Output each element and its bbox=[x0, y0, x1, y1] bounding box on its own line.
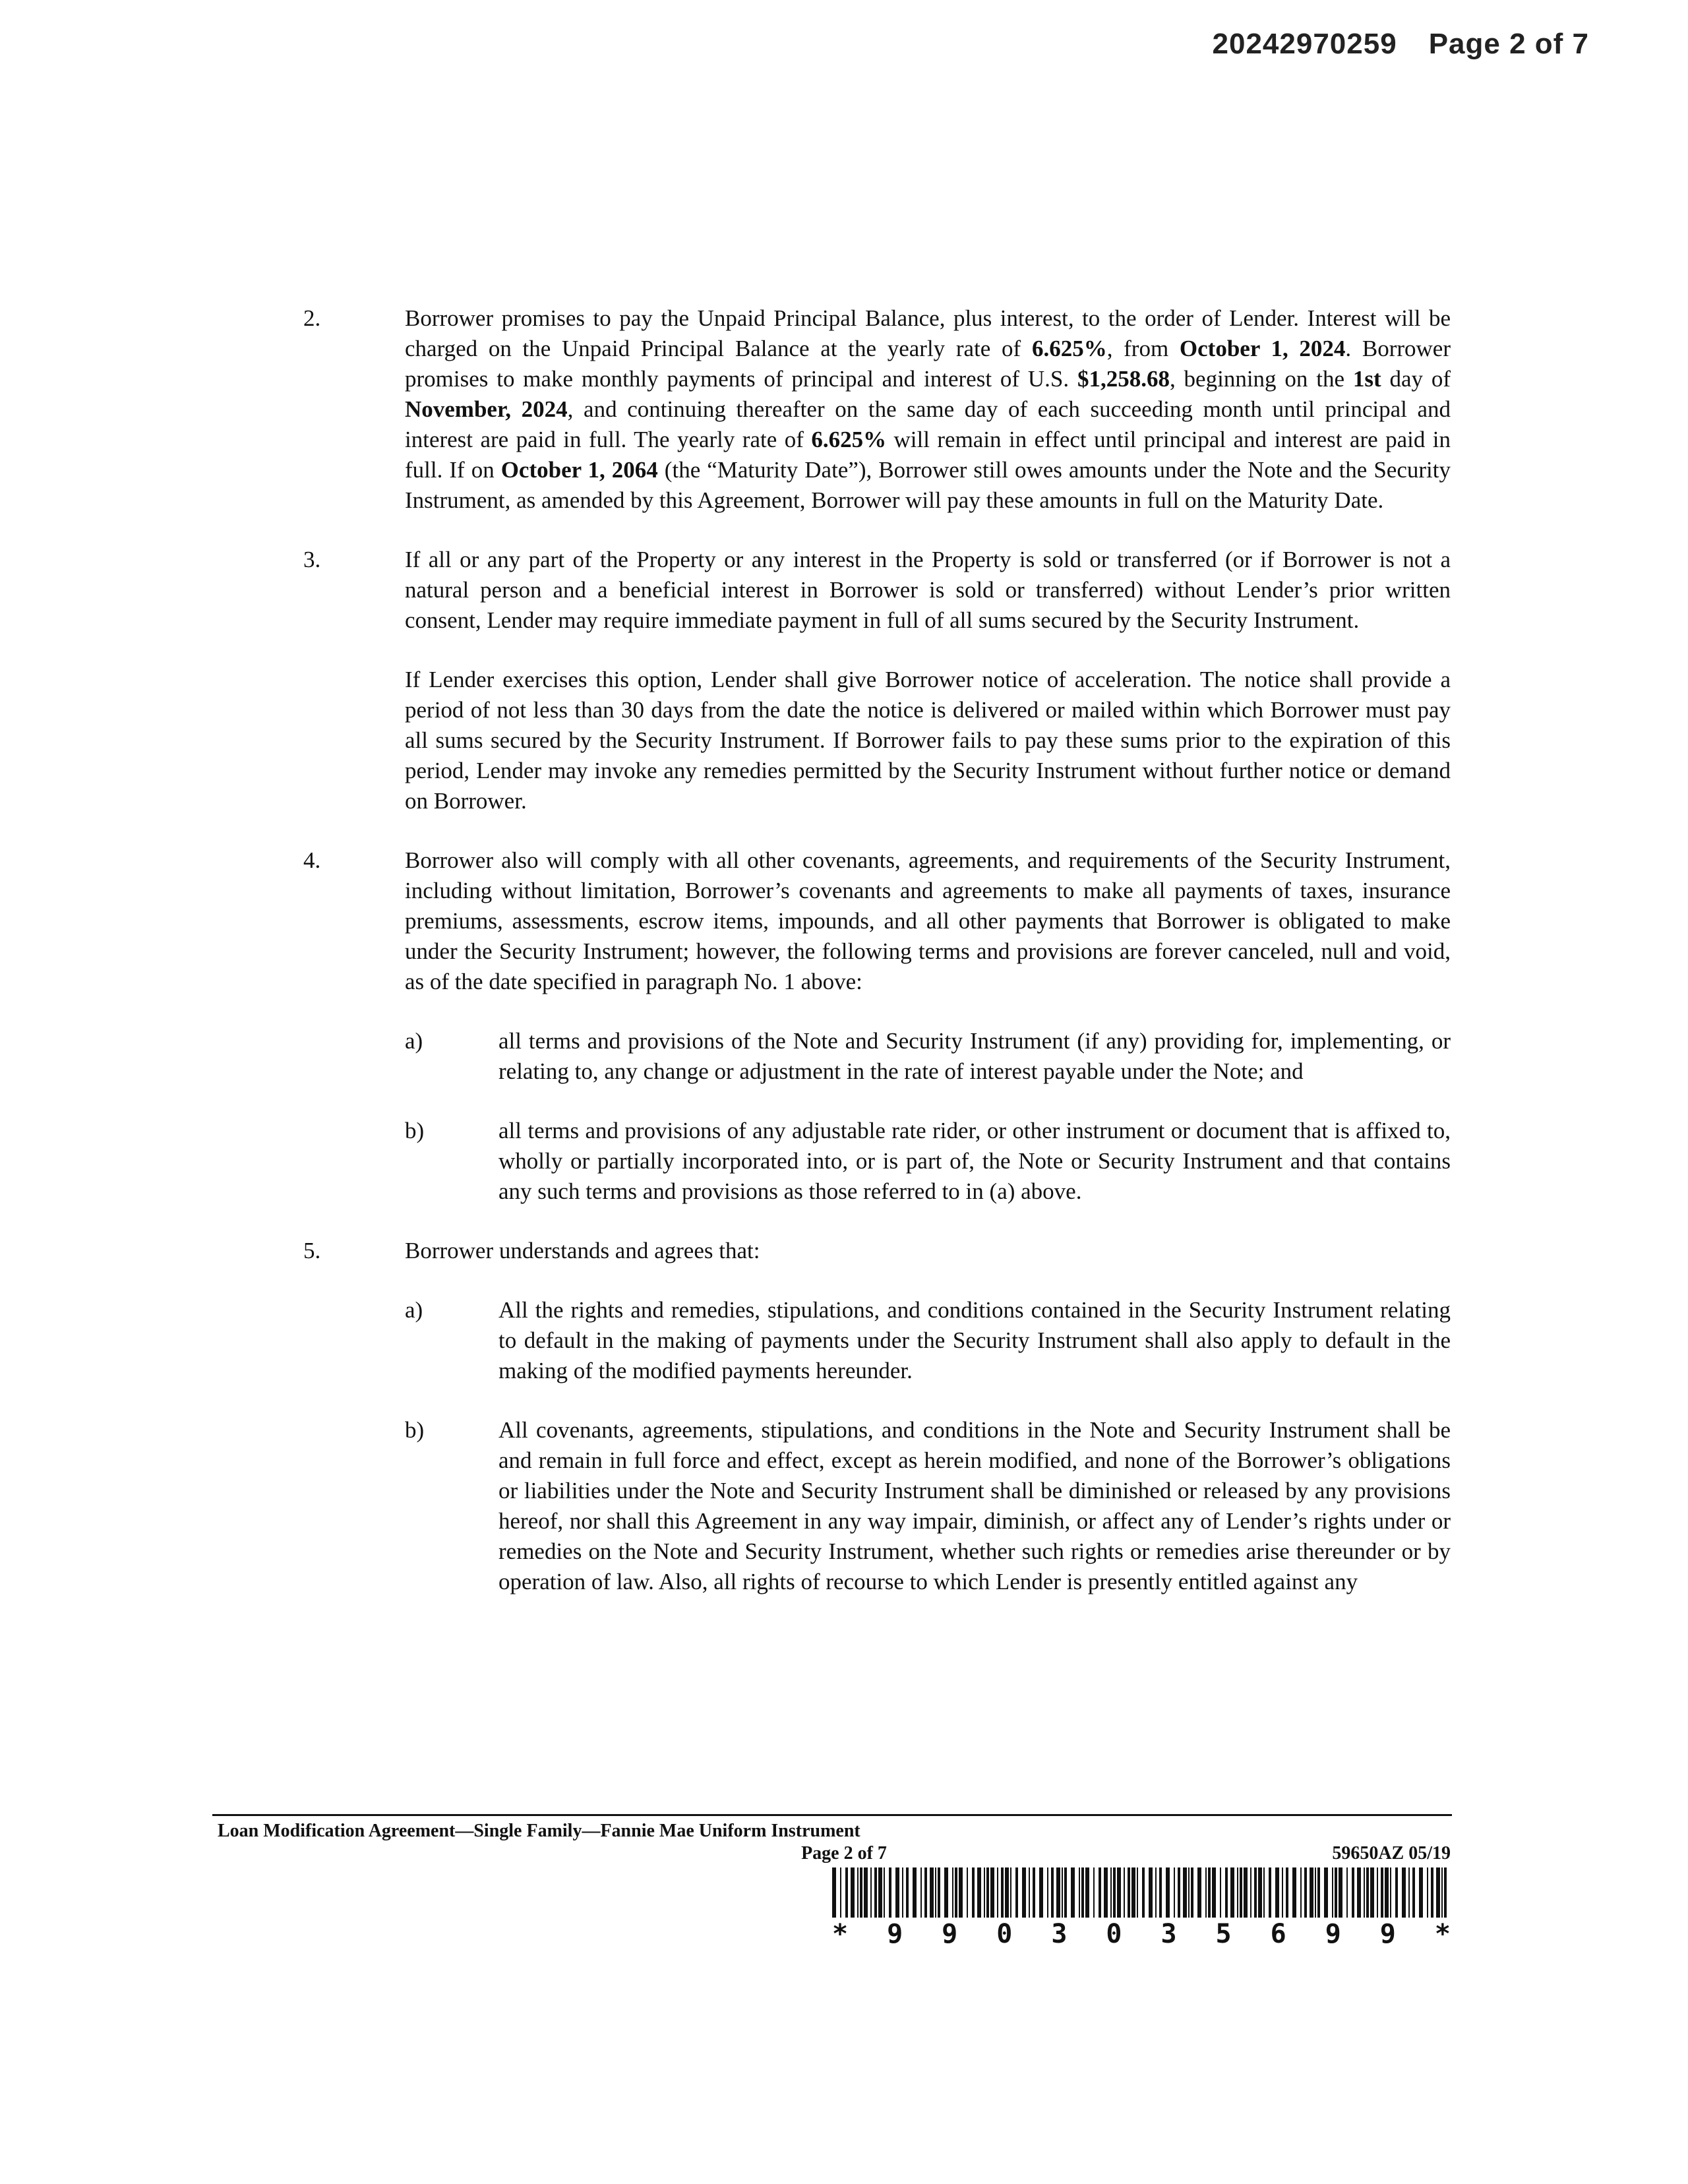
barcode-bar bbox=[1254, 1867, 1257, 1918]
barcode-bar bbox=[1079, 1867, 1080, 1918]
barcode-bar bbox=[1364, 1867, 1365, 1918]
barcode-bar bbox=[972, 1867, 975, 1918]
barcode-bar bbox=[840, 1867, 841, 1918]
barcode-bar bbox=[851, 1867, 855, 1918]
barcode-bar bbox=[920, 1867, 922, 1918]
barcode-bar bbox=[1244, 1867, 1248, 1918]
barcode-bar bbox=[1220, 1867, 1221, 1918]
barcode-bar bbox=[1366, 1867, 1369, 1918]
barcode-bar bbox=[1346, 1867, 1348, 1918]
barcode-bar bbox=[938, 1867, 940, 1918]
barcode-bar bbox=[1174, 1867, 1175, 1918]
barcode-bar bbox=[955, 1867, 957, 1918]
barcode-bar bbox=[1191, 1867, 1193, 1918]
text-run: , beginning on the bbox=[1169, 366, 1353, 392]
subparagraph-a bbox=[405, 1026, 1451, 1087]
bold-term: November, 2024 bbox=[405, 396, 568, 422]
barcode-bar bbox=[1113, 1867, 1116, 1918]
paragraph-number: 3. bbox=[303, 547, 321, 572]
barcode-bar bbox=[1205, 1867, 1207, 1918]
barcode-bar bbox=[1370, 1867, 1374, 1918]
barcode-char: 0 bbox=[996, 1919, 1013, 1949]
subparagraph-text: All covenants, agreements, stipulations, and conditions in the Note and Security Instrument shall be and remain in full force and effect, except as herein modified, and none of the Borrower’s obligations or liabilities under the Note and Security Instrument shall be diminished or released by any provisions hereof, nor shall this Agreement in any way impair, diminish, or affect any of Lender’s rights under or remedies on the Note and Security Instrument, whether such rights or remedies arise thereunder or by operation of law. Also, all rights of recourse to which Lender is presently entitled against any bbox=[498, 1417, 1451, 1594]
barcode-char: 9 bbox=[887, 1919, 903, 1949]
barcode-bar bbox=[1033, 1867, 1035, 1918]
barcode-bar bbox=[874, 1867, 877, 1918]
barcode-char: * bbox=[1434, 1919, 1451, 1949]
barcode-bar bbox=[1093, 1867, 1095, 1918]
barcode-bar bbox=[1385, 1867, 1389, 1918]
barcode-bar bbox=[1381, 1867, 1383, 1918]
barcode-bar bbox=[935, 1867, 936, 1918]
barcode-bar bbox=[902, 1867, 903, 1918]
barcode-bar bbox=[1402, 1867, 1406, 1918]
barcode-char: * bbox=[832, 1919, 849, 1949]
paragraph-text: If all or any part of the Property or any interest in the Property is sold or transferred (or if Borrower is not a natural person and a beneficial interest in Borrower is sold or transferred) without Lender’s prior written consent, Lender may require immediate payment in full of all sums secured by the Security Instrument. bbox=[405, 547, 1451, 633]
barcode-bar bbox=[1064, 1867, 1067, 1918]
barcode-bar bbox=[1117, 1867, 1121, 1918]
paragraph-number: 4. bbox=[303, 847, 321, 873]
footer-page-number: Page 2 of 7 bbox=[801, 1843, 887, 1864]
barcode-bar bbox=[1197, 1867, 1201, 1918]
barcode-bar bbox=[1427, 1867, 1428, 1918]
barcode-bar bbox=[977, 1867, 981, 1918]
barcode-bar bbox=[1051, 1867, 1054, 1918]
paragraph-3 bbox=[303, 545, 1451, 816]
barcode-bar bbox=[1225, 1867, 1228, 1918]
paragraph-text bbox=[405, 303, 1451, 516]
barcode-bar bbox=[1022, 1867, 1026, 1918]
barcode-bar bbox=[1292, 1867, 1296, 1918]
barcode-char: 9 bbox=[1325, 1919, 1341, 1949]
subparagraph-label: a) bbox=[405, 1028, 423, 1054]
barcode-bar bbox=[1419, 1867, 1423, 1918]
barcode-bar bbox=[967, 1867, 968, 1918]
barcode-bar bbox=[990, 1867, 994, 1918]
barcode-bar bbox=[889, 1867, 891, 1918]
barcode-bar bbox=[997, 1867, 998, 1918]
barcode-bar bbox=[1149, 1867, 1153, 1918]
barcode-bar bbox=[1212, 1867, 1216, 1918]
barcode-bar bbox=[1183, 1867, 1187, 1918]
barcode-bar bbox=[1237, 1867, 1238, 1918]
barcode-bar bbox=[1001, 1867, 1004, 1918]
subparagraph-label: b) bbox=[405, 1118, 425, 1143]
bold-term: 1st bbox=[1352, 366, 1381, 392]
barcode-bar bbox=[1128, 1867, 1130, 1918]
subparagraph-text: all terms and provisions of the Note and Security Instrument (if any) providing for, implementing, or relating to, any change or adjustment in the rate of interest payable under the Note; and bbox=[498, 1028, 1451, 1084]
barcode-bar bbox=[1110, 1867, 1112, 1918]
subparagraph-label: a) bbox=[405, 1297, 423, 1323]
barcode-bar bbox=[1188, 1867, 1190, 1918]
barcode-bar bbox=[845, 1867, 848, 1918]
barcode-bar bbox=[1408, 1867, 1410, 1918]
barcode-bar bbox=[1062, 1867, 1063, 1918]
bold-term: 6.625% bbox=[1031, 336, 1107, 361]
barcode-bar bbox=[1029, 1867, 1030, 1918]
barcode-bar bbox=[1441, 1867, 1443, 1918]
text-run: , and continuing thereafter on the same day of each succeeding month until principal and interest are paid in full. The yearly rate of bbox=[405, 396, 1451, 452]
barcode-char: 9 bbox=[1379, 1919, 1396, 1949]
barcode-bar bbox=[1377, 1867, 1378, 1918]
barcode-bar bbox=[1339, 1867, 1342, 1918]
barcode-bar bbox=[906, 1867, 909, 1918]
barcode-bar bbox=[1099, 1867, 1101, 1918]
paragraph-2 bbox=[303, 303, 1451, 516]
barcode-bar bbox=[1310, 1867, 1313, 1918]
barcode-bar bbox=[1395, 1867, 1398, 1918]
barcode-bar bbox=[1071, 1867, 1075, 1918]
barcode-bar bbox=[1332, 1867, 1333, 1918]
bold-term: 6.625% bbox=[811, 427, 887, 452]
subparagraph-text: All the rights and remedies, stipulations, and conditions contained in the Security Instrument relating to default in the making of payments under the Security Instrument shall also apply to default in the making of the modified payments hereunder. bbox=[498, 1297, 1451, 1383]
barcode-bar bbox=[1047, 1867, 1048, 1918]
barcode-bar bbox=[1085, 1867, 1089, 1918]
barcode-bar bbox=[1056, 1867, 1060, 1918]
barcode-bar bbox=[1081, 1867, 1084, 1918]
barcode-bar bbox=[1015, 1867, 1018, 1918]
barcode-bar bbox=[930, 1867, 934, 1918]
barcode-bar bbox=[1352, 1867, 1354, 1918]
subparagraph-label: b) bbox=[405, 1417, 425, 1443]
barcode-bar bbox=[1390, 1867, 1391, 1918]
barcode-bar bbox=[952, 1867, 953, 1918]
barcode-bar bbox=[1230, 1867, 1234, 1918]
barcode-char: 5 bbox=[1215, 1919, 1232, 1949]
barcode-bar bbox=[984, 1867, 985, 1918]
page-indicator: Page 2 of 7 bbox=[1428, 28, 1589, 60]
subparagraph-b bbox=[405, 1415, 1451, 1597]
barcode-char: 6 bbox=[1270, 1919, 1286, 1949]
barcode-bar bbox=[1137, 1867, 1138, 1918]
barcode-bar bbox=[1269, 1867, 1271, 1918]
barcode-bar bbox=[832, 1867, 836, 1918]
barcode-bar bbox=[1300, 1867, 1302, 1918]
barcode-bar bbox=[1357, 1867, 1361, 1918]
text-run: (the “Maturity Date”), Borrower still owes amounts under the Note and the Security Instrument, as amended by this Agreement, Borrower will pay these amounts in full on the Maturity Date. bbox=[405, 457, 1451, 513]
paragraph-5 bbox=[303, 1236, 1451, 1597]
barcode-bar bbox=[1315, 1867, 1316, 1918]
barcode-bar bbox=[1124, 1867, 1125, 1918]
barcode-bar bbox=[1104, 1867, 1108, 1918]
barcode-bar bbox=[1010, 1867, 1011, 1918]
barcode-bar bbox=[857, 1867, 859, 1918]
barcode-bar bbox=[1166, 1867, 1170, 1918]
barcode-bar bbox=[1431, 1867, 1433, 1918]
barcode-bar bbox=[870, 1867, 872, 1918]
barcode-char: 3 bbox=[1051, 1919, 1068, 1949]
barcode-bar bbox=[1436, 1867, 1440, 1918]
barcode-bar bbox=[878, 1867, 882, 1918]
barcode-bar bbox=[1286, 1867, 1288, 1918]
barcode-bar bbox=[1240, 1867, 1242, 1918]
barcode-char: 3 bbox=[1160, 1919, 1177, 1949]
bold-term: $1,258.68 bbox=[1077, 366, 1170, 392]
bold-term: October 1, 2024 bbox=[1179, 336, 1346, 361]
barcode-bar bbox=[1263, 1867, 1265, 1918]
barcode-bar bbox=[860, 1867, 862, 1918]
subparagraph-b bbox=[405, 1116, 1451, 1207]
document-body bbox=[303, 303, 1451, 1626]
barcode-bar bbox=[959, 1867, 963, 1918]
barcode-bar bbox=[1444, 1867, 1447, 1918]
barcode-bar bbox=[1208, 1867, 1211, 1918]
footer-form-code: 59650AZ 05/19 bbox=[1332, 1843, 1451, 1864]
barcode-bar bbox=[1304, 1867, 1307, 1918]
subparagraph-a bbox=[405, 1295, 1451, 1386]
text-run: day of bbox=[1381, 366, 1451, 392]
barcode-bar bbox=[924, 1867, 927, 1918]
barcode-bar bbox=[1250, 1867, 1251, 1918]
subparagraph-text: all terms and provisions of any adjustable rate rider, or other instrument or document that is affixed to, wholly or partially incorporated into, or is part of, the Note or Security Instrument and that contains any such terms and provisions as those referred to in (a) above. bbox=[498, 1118, 1451, 1204]
barcode-bar bbox=[913, 1867, 917, 1918]
barcode-bar bbox=[1155, 1867, 1157, 1918]
barcode-bar bbox=[1324, 1867, 1328, 1918]
paragraph-number: 2. bbox=[303, 305, 321, 331]
barcode-char: 0 bbox=[1106, 1919, 1122, 1949]
barcode-bar bbox=[1317, 1867, 1320, 1918]
barcode bbox=[832, 1867, 1451, 1918]
barcode-bar bbox=[1282, 1867, 1283, 1918]
barcode-bar bbox=[1258, 1867, 1262, 1918]
text-run: Borrower promises to pay the Unpaid Principal Balance, plus interest, to the order of Lender. Interest will be charged on the Unpaid Principal Balance at the yearly rate of bbox=[405, 305, 1451, 361]
barcode-bar bbox=[1412, 1867, 1415, 1918]
footer-form-title: Loan Modification Agreement—Single Family—Fannie Mae Uniform Instrument bbox=[218, 1821, 860, 1841]
barcode-bar bbox=[1159, 1867, 1162, 1918]
footer-divider bbox=[212, 1814, 1452, 1816]
paragraph-text: Borrower understands and agrees that: bbox=[405, 1238, 760, 1263]
paragraph-text: Borrower also will comply with all other covenants, agreements, and requirements of the Security Instrument, including without limitation, Borrower’s covenants and agreements to make all payments of taxes, insurance premiums, assessments, escrow items, impounds, and all other payments that Borrower is obligated to make under the Security Instrument; however, the following terms and provisions are forever canceled, null and void, as of the date specified in paragraph No. 1 above: bbox=[405, 847, 1451, 994]
barcode-bar bbox=[1335, 1867, 1337, 1918]
barcode-caption bbox=[832, 1919, 1451, 1949]
barcode-bar bbox=[895, 1867, 899, 1918]
barcode-bar bbox=[1039, 1867, 1043, 1918]
barcode-bar bbox=[1142, 1867, 1145, 1918]
barcode-bar bbox=[1178, 1867, 1180, 1918]
text-run: will remain in effect until principal and interest are paid in full. If on bbox=[405, 427, 1451, 483]
paragraph-text-continued: If Lender exercises this option, Lender shall give Borrower notice of acceleration. The notice shall provide a period of not less than 30 days from the date the notice is delivered or mailed within which Borrower must pay all sums secured by the Security Instrument. If Borrower fails to pay these sums prior to the expiration of this period, Lender may invoke any remedies permitted by the Security Instrument without further notice or demand on Borrower. bbox=[405, 667, 1451, 814]
barcode-bar bbox=[986, 1867, 989, 1918]
barcode-char: 9 bbox=[942, 1919, 958, 1949]
paragraph-number: 5. bbox=[303, 1238, 321, 1263]
barcode-bar bbox=[944, 1867, 948, 1918]
barcode-bar bbox=[1005, 1867, 1009, 1918]
barcode-bar bbox=[1275, 1867, 1279, 1918]
text-run: . Borrower promises to make monthly payments of principal and interest of U.S. bbox=[405, 336, 1451, 392]
text-run: , from bbox=[1106, 336, 1180, 361]
recording-stamp bbox=[1213, 28, 1590, 61]
barcode-bar bbox=[864, 1867, 868, 1918]
barcode-bar bbox=[884, 1867, 885, 1918]
barcode-bar bbox=[1131, 1867, 1135, 1918]
paragraph-4 bbox=[303, 845, 1451, 1207]
document-number: 20242970259 bbox=[1212, 28, 1397, 60]
bold-term: October 1, 2064 bbox=[500, 457, 658, 483]
